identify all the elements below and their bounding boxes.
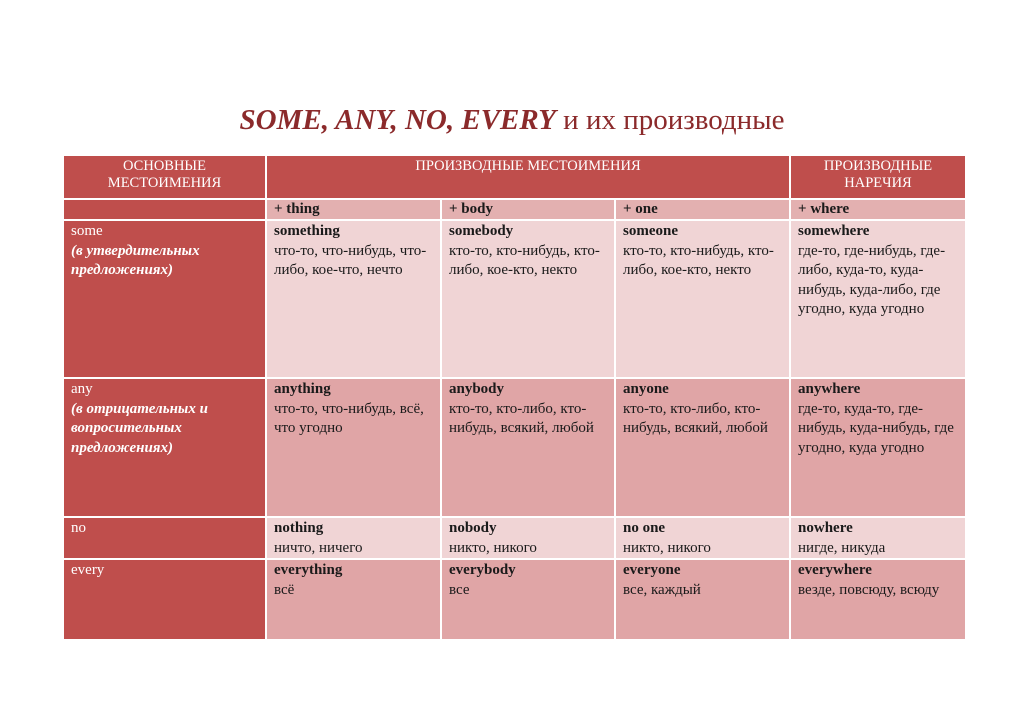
cell-word: someone — [623, 223, 678, 239]
pronoun-word: no — [71, 520, 86, 536]
header-derived-adverbs: ПРОИЗВОДНЫЕ НАРЕЧИЯ — [790, 155, 966, 199]
cell-translation: никто, никого — [449, 539, 537, 556]
cell-word: nothing — [274, 520, 324, 536]
table-row — [63, 517, 966, 559]
page-title — [0, 104, 1024, 137]
cell-translation: где-то, где-нибудь, где-либо, куда-то, куда-нибудь, куда-либо, где угодно, куда угодно — [798, 242, 946, 317]
header-basic: ОСНОВНЫЕ МЕСТОИМЕНИЯ — [63, 155, 266, 199]
cell-word: anyone — [623, 381, 669, 397]
table-cell — [441, 378, 615, 517]
pronoun-word: every — [71, 562, 105, 578]
table-cell — [615, 559, 790, 640]
pronoun-note: (в отрицательных и вопросительных предложениях) — [71, 400, 208, 456]
cell-translation: все — [449, 581, 470, 598]
table-cell — [266, 220, 441, 378]
subheader-thing: + thing — [266, 199, 441, 220]
cell-translation: ничто, ничего — [274, 539, 363, 556]
title-rest: и их производные — [555, 104, 785, 136]
header-derived-pronouns: ПРОИЗВОДНЫЕ МЕСТОИМЕНИЯ — [266, 155, 790, 199]
subheader-where: + where — [790, 199, 966, 220]
table-cell — [441, 517, 615, 559]
cell-word: anywhere — [798, 381, 861, 397]
table-cell — [441, 559, 615, 640]
subheader-blank — [63, 199, 266, 220]
subheader-one: + one — [615, 199, 790, 220]
subheader-row — [63, 199, 966, 220]
cell-translation: везде, повсюду, всюду — [798, 581, 940, 598]
pronoun-cell — [63, 559, 266, 640]
cell-word: everywhere — [798, 562, 872, 578]
cell-translation: кто-то, кто-нибудь, кто-либо, кое-кто, некто — [449, 242, 600, 278]
subheader-body: + body — [441, 199, 615, 220]
cell-translation: никто, никого — [623, 539, 711, 556]
table-cell — [790, 517, 966, 559]
cell-word: everybody — [449, 562, 516, 578]
cell-translation: нигде, никуда — [798, 539, 886, 556]
cell-translation: где-то, куда-то, где-нибудь, куда-нибудь, где угодно, куда угодно — [798, 400, 954, 456]
table-cell — [441, 220, 615, 378]
table-cell — [266, 559, 441, 640]
cell-word: everything — [274, 562, 343, 578]
title-highlight: SOME, ANY, NO, EVERY — [239, 104, 556, 136]
cell-word: no one — [623, 520, 666, 536]
cell-translation: кто-то, кто-либо, кто-нибудь, всякий, любой — [623, 400, 768, 436]
cell-word: nobody — [449, 520, 497, 536]
cell-word: nowhere — [798, 520, 853, 536]
cell-word: somebody — [449, 223, 514, 239]
pronoun-cell — [63, 517, 266, 559]
table-cell — [266, 517, 441, 559]
table-cell — [790, 559, 966, 640]
pronoun-note: (в утвердительных предложениях) — [71, 242, 200, 278]
cell-word: anybody — [449, 381, 505, 397]
cell-translation: что-то, что-нибудь, что-либо, кое-что, нечто — [274, 242, 427, 278]
cell-translation: кто-то, кто-либо, кто-нибудь, всякий, любой — [449, 400, 594, 436]
cell-word: something — [274, 223, 340, 239]
pronoun-cell — [63, 378, 266, 517]
cell-word: everyone — [623, 562, 681, 578]
cell-word: somewhere — [798, 223, 870, 239]
cell-translation: что-то, что-нибудь, всё, что угодно — [274, 400, 424, 436]
header-row — [63, 155, 966, 199]
cell-translation: всё — [274, 581, 295, 598]
table-row — [63, 559, 966, 640]
table-row — [63, 378, 966, 517]
table-cell — [615, 220, 790, 378]
pronoun-word: any — [71, 381, 93, 397]
table-row — [63, 220, 966, 378]
table-cell — [615, 378, 790, 517]
table-cell — [790, 220, 966, 378]
table-cell — [266, 378, 441, 517]
cell-translation: все, каждый — [623, 581, 701, 598]
table-cell — [790, 378, 966, 517]
cell-translation: кто-то, кто-нибудь, кто-либо, кое-кто, некто — [623, 242, 774, 278]
pronoun-word: some — [71, 223, 103, 239]
table-cell — [615, 517, 790, 559]
cell-word: anything — [274, 381, 331, 397]
pronoun-cell — [63, 220, 266, 378]
pronouns-table — [62, 154, 967, 641]
